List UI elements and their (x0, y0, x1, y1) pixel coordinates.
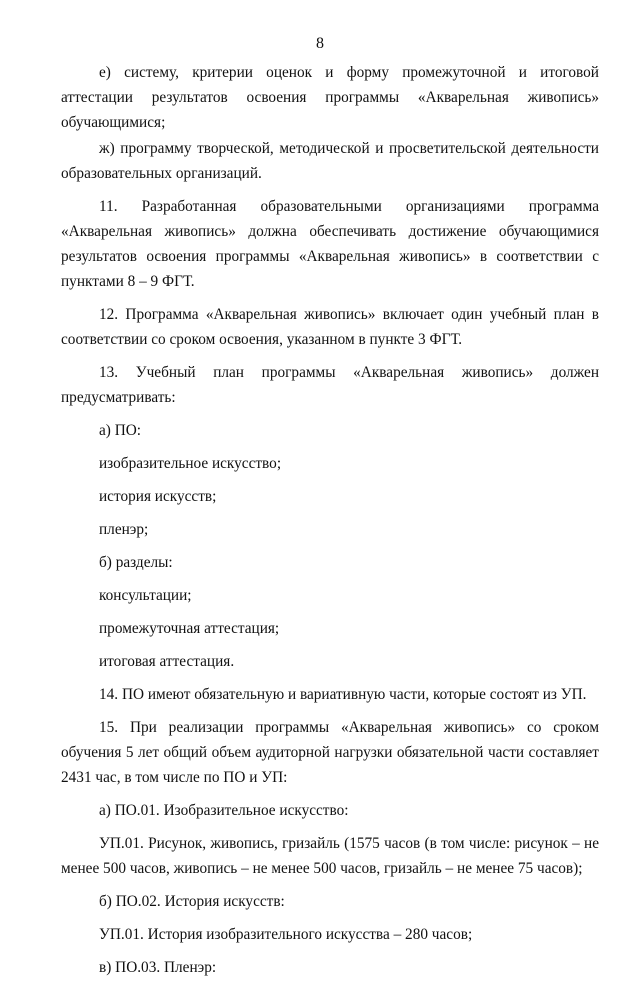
list-item-plein-air: пленэр; (99, 521, 149, 538)
page-number: 8 (316, 35, 324, 52)
up01-drawing-painting-grisaille: УП.01. Рисунок, живопись, гризайль (1575 часов (в том числе: рисунок – не менее 500 часов, живопись – не менее 500 часов, гризайль – не менее 75 часов); (61, 835, 599, 877)
paragraph-13: 13. Учебный план программы «Акварельная живопись» должен предусматривать: (61, 364, 599, 406)
subsection-v-po03: в) ПО.03. Пленэр: (99, 959, 217, 976)
paragraph-12: 12. Программа «Акварельная живопись» включает один учебный план в соответствии со сроком освоения, указанном в пункте 3 ФГТ. (61, 306, 599, 348)
subsection-b-po02: б) ПО.02. История искусств: (99, 893, 285, 910)
document-body (61, 60, 599, 988)
list-item-po: а) ПО: (99, 422, 142, 439)
list-item-consultations: консультации; (99, 587, 192, 604)
list-item-visual-art: изобразительное искусство; (99, 455, 282, 472)
paragraph-11: 11. Разработанная образовательными организациями программа «Акварельная живопись» должна обеспечивать достижение обучающимися результатов освоения программы «Акварельная живопись» в соответствии с пунктами 8 – 9 ФГТ. (61, 198, 599, 290)
paragraph-e-assessment-system: е) систему, критерии оценок и форму промежуточной и итоговой аттестации результатов освоения программы «Акварельная живопись» обучающимися; (61, 64, 599, 131)
list-item-final-assessment: итоговая аттестация. (99, 653, 235, 670)
up01-art-history-hours: УП.01. История изобразительного искусства – 280 часов; (99, 926, 473, 943)
subsection-a-po01: а) ПО.01. Изобразительное искусство: (99, 802, 349, 819)
paragraph-14: 14. ПО имеют обязательную и вариативную части, которые состоят из УП. (99, 686, 587, 703)
list-item-art-history: история искусств; (99, 488, 217, 505)
list-item-sections: б) разделы: (99, 554, 173, 571)
paragraph-zh-program-activity: ж) программу творческой, методической и просветительской деятельности образовательных организаций. (61, 140, 599, 182)
list-item-intermediate-assessment: промежуточная аттестация; (99, 620, 280, 637)
paragraph-15: 15. При реализации программы «Акварельная живопись» со сроком обучения 5 лет общий объем аудиторной нагрузки обязательной части составляет 2431 час, в том числе по ПО и УП: (61, 719, 599, 786)
